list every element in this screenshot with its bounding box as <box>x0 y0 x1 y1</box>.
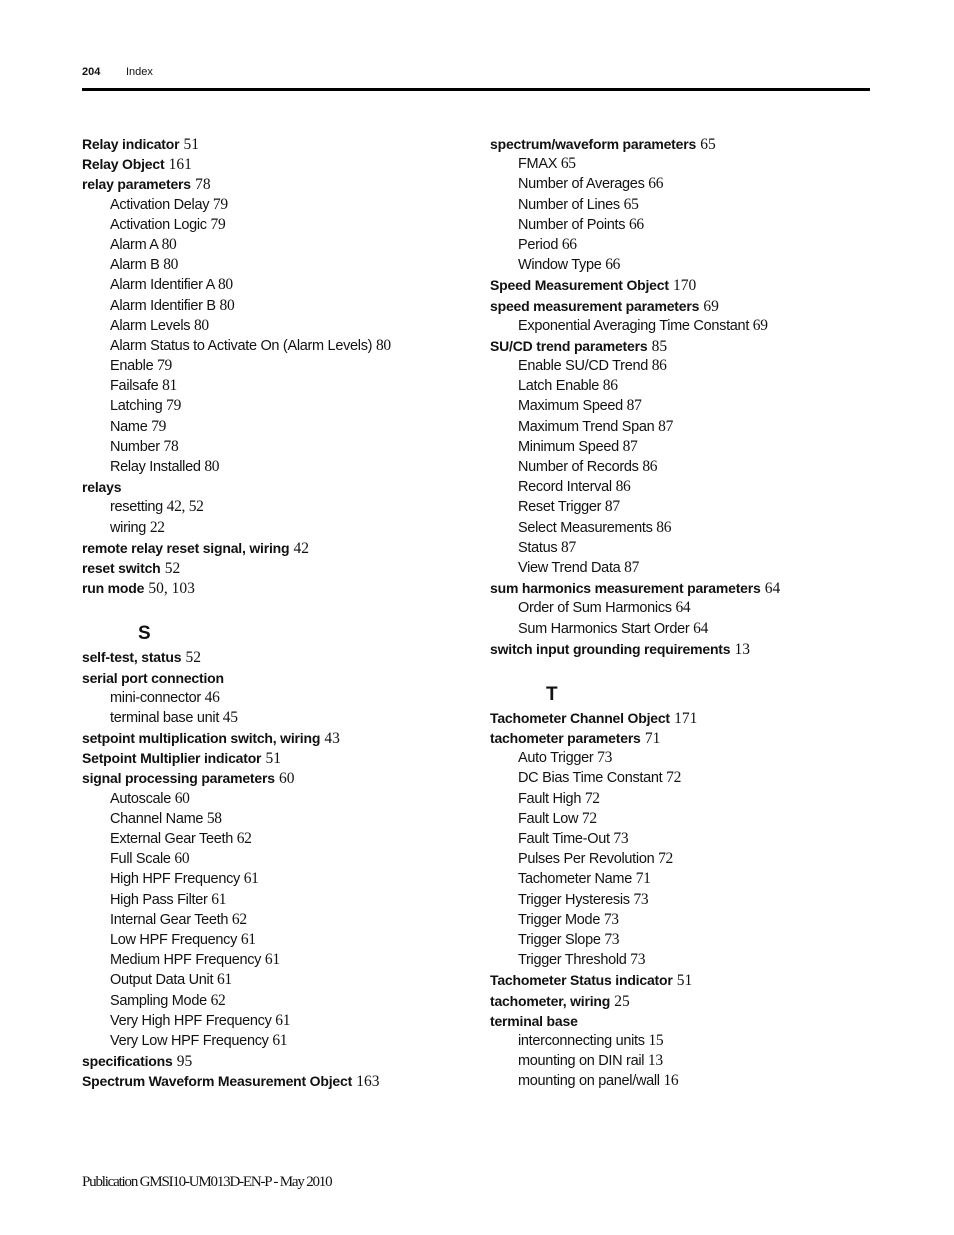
index-subentry <box>490 154 870 174</box>
index-term: Output Data Unit <box>110 972 214 989</box>
index-term: Sum Harmonics Start Order <box>518 620 690 637</box>
index-subentry <box>490 457 870 477</box>
index-entry <box>490 134 870 154</box>
index-subentry <box>82 296 462 316</box>
index-page-ref[interactable]: 78 <box>163 437 179 455</box>
index-subentry <box>490 849 870 869</box>
index-subentry <box>82 1031 462 1051</box>
index-term: Number of Averages <box>518 176 645 193</box>
index-subentry <box>490 417 870 437</box>
index-page-ref[interactable]: 13 <box>647 1052 663 1070</box>
index-subentry <box>82 255 462 275</box>
index-term: Enable SU/CD Trend <box>518 358 648 375</box>
publication-footer: Publication GMSI10-UM013D-EN-P - May 2010 <box>82 1174 332 1190</box>
index-subentry <box>82 316 462 336</box>
index-entry <box>82 1071 462 1091</box>
index-term: Relay Object <box>82 156 165 173</box>
index-term: Minimum Speed <box>518 438 619 455</box>
index-page-ref[interactable]: 60 <box>174 850 190 868</box>
index-subentry <box>82 376 462 396</box>
index-term: High Pass Filter <box>110 891 208 908</box>
index-page-ref[interactable]: 61 <box>272 1031 288 1049</box>
index-term: relay parameters <box>82 176 191 193</box>
index-entry <box>490 275 870 295</box>
index-subentry <box>82 1011 462 1031</box>
index-term: Alarm B <box>110 257 160 274</box>
index-term: run mode <box>82 580 145 597</box>
index-term: specifications <box>82 1053 173 1070</box>
index-page-ref[interactable]: 73 <box>597 749 613 767</box>
index-term: Latch Enable <box>518 378 600 395</box>
index-page-ref[interactable]: 51 <box>265 750 281 768</box>
index-subentry <box>82 215 462 235</box>
index-page-ref[interactable]: 60 <box>279 770 295 788</box>
index-subentry <box>490 376 870 396</box>
index-term: Fault High <box>518 790 582 807</box>
index-page-ref[interactable]: 73 <box>630 951 646 969</box>
index-entry <box>82 578 462 598</box>
index-subentry <box>82 890 462 910</box>
index-term: Number of Points <box>518 216 626 233</box>
index-subentry <box>82 789 462 809</box>
index-page-ref[interactable]: 161 <box>168 156 192 174</box>
index-term: Activation Delay <box>110 196 210 213</box>
index-subentry <box>82 950 462 970</box>
index-term: Number of Lines <box>518 196 620 213</box>
index-term: mounting on panel/wall <box>518 1073 660 1090</box>
index-page-ref[interactable]: 64 <box>764 580 781 598</box>
index-term: speed measurement parameters <box>490 297 700 314</box>
index-page-ref[interactable]: 64 <box>675 599 691 617</box>
index-entry <box>490 336 870 356</box>
index-term: Status <box>518 539 558 556</box>
index-term: mini-connector <box>110 689 201 706</box>
index-page-ref[interactable]: 86 <box>656 518 672 536</box>
index-term: wiring <box>110 519 147 536</box>
index-entry <box>490 708 870 728</box>
index-entry <box>82 154 462 174</box>
index-page-ref[interactable]: 85 <box>651 337 668 355</box>
index-page-ref[interactable]: 87 <box>561 538 576 556</box>
index-subentry <box>82 356 462 376</box>
index-subentry <box>82 275 462 295</box>
index-subentry <box>82 437 462 457</box>
index-term: FMAX <box>518 156 558 173</box>
index-subentry <box>490 809 870 829</box>
index-page-ref[interactable]: 65 <box>623 195 639 213</box>
index-page-ref[interactable]: 72 <box>584 789 600 807</box>
index-term: terminal base <box>490 1012 578 1029</box>
index-page-ref[interactable]: 80 <box>163 256 179 274</box>
index-section-letter: S <box>138 623 151 645</box>
index-term: Setpoint Multiplier indicator <box>82 750 262 767</box>
index-page-ref[interactable]: 58 <box>206 809 222 827</box>
index-term: Name <box>110 418 148 435</box>
index-subentry <box>82 849 462 869</box>
index-subentry <box>82 396 462 416</box>
index-term: External Gear Teeth <box>110 831 233 847</box>
index-subentry <box>82 991 462 1011</box>
index-term: Medium HPF Frequency <box>110 952 262 969</box>
index-subentry <box>490 538 870 558</box>
index-page-ref[interactable]: 61 <box>216 971 232 989</box>
index-page-ref[interactable]: 73 <box>633 890 649 908</box>
index-term: Number <box>110 438 160 455</box>
index-term: Speed Measurement Object <box>490 277 669 294</box>
index-page-ref[interactable]: 61 <box>243 870 259 888</box>
index-term: Latching <box>110 398 163 415</box>
index-subentry <box>82 970 462 990</box>
index-entry <box>490 991 870 1011</box>
index-term: Spectrum Waveform Measurement Object <box>82 1073 353 1090</box>
index-term: Alarm Levels <box>110 317 191 334</box>
index-term: Tachometer Channel Object <box>490 709 670 726</box>
index-page-ref[interactable]: 62 <box>236 830 252 847</box>
index-page-ref[interactable]: 81 <box>162 377 178 395</box>
index-term: Trigger Slope <box>518 931 601 948</box>
index-page-ref[interactable]: 16 <box>663 1072 679 1090</box>
index-subentry <box>82 457 462 477</box>
index-page-ref[interactable]: 13 <box>734 640 751 658</box>
index-subentry <box>82 235 462 255</box>
index-term: mounting on DIN rail <box>518 1053 645 1070</box>
index-subentry <box>490 910 870 930</box>
index-page-ref[interactable]: 87 <box>658 417 674 435</box>
index-subentry <box>490 174 870 194</box>
index-page-ref[interactable]: 66 <box>605 256 621 274</box>
index-entry <box>82 668 462 688</box>
index-term: self-test, status <box>82 649 182 666</box>
index-page-ref[interactable]: 65 <box>700 136 716 153</box>
index-subentry <box>490 1051 870 1071</box>
index-term: spectrum/waveform parameters <box>490 136 697 152</box>
index-page-ref[interactable]: 60 <box>174 789 190 807</box>
index-term: Fault Low <box>518 810 579 827</box>
index-term: Period <box>518 236 559 253</box>
index-page-ref[interactable]: 163 <box>356 1073 380 1091</box>
index-term: Full Scale <box>110 851 171 868</box>
index-subentry <box>490 356 870 376</box>
index-subentry <box>82 336 462 356</box>
index-subentry <box>490 950 870 970</box>
index-term: interconnecting units <box>518 1032 645 1049</box>
index-subentry <box>490 477 870 497</box>
index-subentry <box>82 417 462 437</box>
index-term: Sampling Mode <box>110 992 207 1009</box>
index-column-left <box>82 134 462 1091</box>
index-page-ref[interactable]: 61 <box>211 890 227 908</box>
index-entry <box>82 174 462 194</box>
index-subentry <box>82 869 462 889</box>
index-page-ref[interactable]: 62 <box>210 991 226 1009</box>
index-page-ref[interactable]: 86 <box>602 377 618 395</box>
index-term: Maximum Trend Span <box>518 418 655 435</box>
index-term: Very Low HPF Frequency <box>110 1032 269 1049</box>
index-entry <box>82 477 462 497</box>
index-subentry <box>490 598 870 618</box>
index-subentry <box>82 809 462 829</box>
index-term: Tachometer Status indicator <box>490 972 673 989</box>
index-term: relays <box>82 479 122 496</box>
index-subentry <box>490 497 870 517</box>
index-page-ref[interactable]: 79 <box>157 357 172 375</box>
index-subentry <box>490 829 870 849</box>
index-term: Window Type <box>518 257 602 274</box>
index-subentry <box>490 1031 870 1051</box>
index-page-ref[interactable]: 86 <box>651 357 667 375</box>
index-subentry <box>82 708 462 728</box>
index-page-ref[interactable]: 42 <box>293 539 310 557</box>
index-subentry <box>490 437 870 457</box>
index-subentry <box>490 869 870 889</box>
index-page-ref[interactable]: 66 <box>648 175 664 193</box>
index-entry <box>490 970 870 990</box>
index-page-ref[interactable]: 80 <box>204 458 220 475</box>
index-term: sum harmonics measurement parameters <box>490 580 761 597</box>
index-page-ref[interactable]: 78 <box>195 176 211 194</box>
index-term: Alarm Identifier A <box>110 277 215 294</box>
index-term: switch input grounding requirements <box>490 640 731 657</box>
index-page-ref[interactable]: 46 <box>204 688 220 706</box>
index-page-ref[interactable]: 71 <box>644 730 661 748</box>
index-page-ref[interactable]: 42, 52 <box>166 498 204 516</box>
index-term: Low HPF Frequency <box>110 931 238 948</box>
index-entry <box>82 134 462 154</box>
index-entry <box>82 728 462 748</box>
index-subentry <box>82 497 462 517</box>
index-subentry <box>490 768 870 788</box>
index-term: Number of Records <box>518 459 639 475</box>
index-term: Select Measurements <box>518 519 653 536</box>
index-term: Maximum Speed <box>518 398 623 415</box>
index-subentry <box>490 890 870 910</box>
index-term: Enable <box>110 358 154 375</box>
section-spacer <box>82 598 462 621</box>
index-term: terminal base unit <box>110 709 220 726</box>
index-section-letter: T <box>546 683 558 705</box>
index-term: Very High HPF Frequency <box>110 1012 272 1029</box>
index-entry <box>82 538 462 558</box>
index-subentry <box>82 195 462 215</box>
index-term: Reset Trigger <box>518 499 602 516</box>
index-page-ref[interactable]: 51 <box>676 972 693 990</box>
index-page-ref[interactable]: 62 <box>231 910 247 928</box>
index-entry <box>490 578 870 598</box>
index-page-ref[interactable]: 43 <box>324 730 340 748</box>
index-term: Exponential Averaging Time Constant <box>518 317 750 334</box>
index-term: Trigger Threshold <box>518 952 627 969</box>
index-term: Autoscale <box>110 790 171 807</box>
index-term: remote relay reset signal, wiring <box>82 539 290 556</box>
index-page-ref[interactable]: 69 <box>703 297 719 315</box>
index-page-ref[interactable]: 64 <box>693 619 709 637</box>
index-page-ref[interactable]: 80 <box>219 296 235 314</box>
index-page-ref[interactable]: 73 <box>603 910 619 928</box>
index-page-ref[interactable]: 80 <box>193 316 209 334</box>
index-page-ref[interactable]: 73 <box>604 930 620 948</box>
index-term: Failsafe <box>110 378 159 395</box>
index-page-ref[interactable]: 79 <box>166 397 182 415</box>
index-term: serial port connection <box>82 669 224 686</box>
index-subentry <box>82 829 462 849</box>
index-page-ref[interactable]: 87 <box>622 437 638 455</box>
index-term: signal processing parameters <box>82 770 275 787</box>
index-page-ref[interactable]: 25 <box>614 992 630 1010</box>
index-subentry <box>490 235 870 255</box>
index-page-ref[interactable]: 61 <box>240 930 256 948</box>
index-page-ref[interactable]: 79 <box>151 417 167 435</box>
index-term: Alarm Identifier B <box>110 297 216 314</box>
index-term: Auto Trigger <box>518 750 594 767</box>
index-term: tachometer parameters <box>490 730 641 747</box>
header-rule <box>82 88 870 91</box>
index-term: tachometer, wiring <box>490 992 611 1009</box>
index-page-ref[interactable]: 50, 103 <box>148 580 195 598</box>
index-term: Relay indicator <box>82 136 180 152</box>
index-subentry <box>490 396 870 416</box>
index-entry <box>82 647 462 667</box>
section-spacer <box>490 659 870 682</box>
index-entry <box>490 296 870 316</box>
index-term: setpoint multiplication switch, wiring <box>82 730 321 747</box>
index-page-ref[interactable]: 72 <box>658 850 673 868</box>
index-page-ref[interactable]: 51 <box>183 136 200 153</box>
index-page-ref[interactable]: 15 <box>648 1031 664 1049</box>
index-page-ref[interactable]: 65 <box>560 155 576 173</box>
index-page-ref[interactable]: 80 <box>217 276 233 294</box>
index-subentry <box>82 910 462 930</box>
index-term: resetting <box>110 499 163 516</box>
index-page-ref[interactable]: 45 <box>222 708 238 726</box>
index-term: Activation Logic <box>110 216 207 233</box>
index-subentry <box>82 930 462 950</box>
index-page-ref[interactable]: 79 <box>212 195 228 213</box>
index-entry <box>82 1051 462 1071</box>
index-term: View Trend Data <box>518 559 621 576</box>
index-page-ref[interactable]: 66 <box>561 235 577 253</box>
index-subentry <box>490 215 870 235</box>
index-term: Channel Name <box>110 810 204 827</box>
index-entry <box>82 748 462 768</box>
index-page-ref[interactable]: 69 <box>752 316 768 334</box>
index-term: SU/CD trend parameters <box>490 337 648 354</box>
index-entry <box>490 639 870 659</box>
index-page-ref[interactable]: 72 <box>666 769 682 787</box>
index-term: DC Bias Time Constant <box>518 770 663 787</box>
index-page-ref[interactable]: 170 <box>673 277 697 295</box>
index-subentry <box>490 789 870 809</box>
index-page-ref[interactable]: 80 <box>161 235 177 253</box>
index-entry <box>490 728 870 748</box>
index-subentry <box>490 316 870 336</box>
index-term: Record Interval <box>518 479 612 496</box>
index-page-ref[interactable]: 52 <box>185 649 201 667</box>
index-column-right <box>490 134 870 1091</box>
index-subentry <box>490 518 870 538</box>
index-term: Fault Time-Out <box>518 831 610 847</box>
index-page-ref[interactable]: 87 <box>624 558 640 576</box>
index-subentry <box>490 619 870 639</box>
index-page-ref[interactable]: 87 <box>626 397 642 415</box>
index-entry <box>490 1011 870 1031</box>
index-page-ref[interactable]: 61 <box>275 1011 291 1029</box>
index-subentry <box>490 558 870 578</box>
index-term: Internal Gear Teeth <box>110 911 229 928</box>
index-page-ref[interactable]: 95 <box>176 1053 193 1071</box>
page-number: 204 <box>82 66 101 78</box>
index-term: Trigger Hysteresis <box>518 891 630 908</box>
index-entry <box>82 768 462 788</box>
index-page-ref[interactable]: 86 <box>642 458 658 475</box>
index-page-ref[interactable]: 86 <box>615 478 631 496</box>
index-page-ref[interactable]: 87 <box>604 498 620 516</box>
index-subentry <box>490 1071 870 1091</box>
index-term: Relay Installed <box>110 459 201 475</box>
index-subentry <box>490 255 870 275</box>
index-page-ref[interactable]: 72 <box>581 809 597 827</box>
index-entry <box>82 558 462 578</box>
index-page-ref[interactable]: 171 <box>674 709 698 727</box>
index-subentry <box>82 688 462 708</box>
section-title: Index <box>126 66 153 78</box>
index-page-ref[interactable]: 52 <box>164 559 181 577</box>
index-term: Tachometer Name <box>518 871 632 888</box>
index-term: reset switch <box>82 559 161 576</box>
index-term: Alarm Status to Activate On (Alarm Levels) <box>110 337 373 354</box>
index-term: High HPF Frequency <box>110 871 240 888</box>
index-page-ref[interactable]: 71 <box>635 870 651 888</box>
index-term: Pulses Per Revolution <box>518 851 655 868</box>
index-term: Trigger Mode <box>518 911 601 928</box>
index-page-ref[interactable]: 80 <box>375 336 391 354</box>
index-page-ref[interactable]: 66 <box>628 215 644 233</box>
index-page-ref[interactable]: 73 <box>613 830 629 847</box>
index-page-ref[interactable]: 22 <box>149 518 165 536</box>
index-term: Alarm A <box>110 236 158 253</box>
index-subentry <box>82 518 462 538</box>
index-page-ref[interactable]: 61 <box>264 951 280 969</box>
index-page-ref[interactable]: 79 <box>210 215 226 233</box>
index-subentry <box>490 195 870 215</box>
index-term: Order of Sum Harmonics <box>518 600 672 617</box>
index-subentry <box>490 930 870 950</box>
index-subentry <box>490 748 870 768</box>
